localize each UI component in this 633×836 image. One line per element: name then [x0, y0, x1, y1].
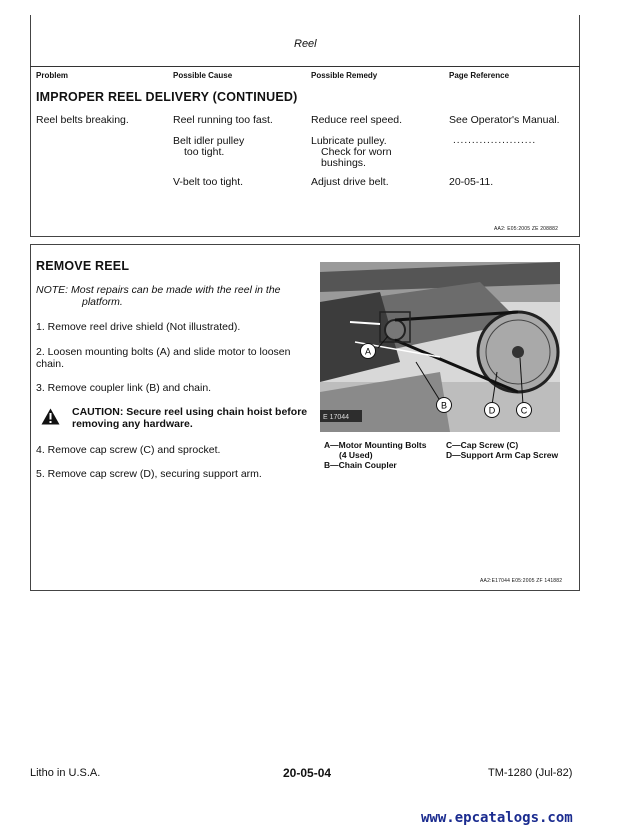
row3-remedy: Adjust drive belt.: [311, 176, 389, 188]
caption-d: D—Support Arm Cap Screw: [446, 450, 559, 460]
step-2-line1: 2. Loosen mounting bolts (A) and slide motor to loosen: [36, 346, 291, 358]
row1-problem: Reel belts breaking.: [36, 114, 129, 126]
caption-b: B—Chain Coupler: [324, 460, 397, 470]
callout-a-label: A: [364, 346, 372, 357]
note-line2: platform.: [82, 296, 123, 308]
caution-line2: removing any hardware.: [72, 418, 193, 430]
page-number: 20-05-04: [283, 766, 332, 780]
step-1: 1. Remove reel drive shield (Not illustrated).: [36, 321, 241, 333]
step-4: 4. Remove cap screw (C) and sprocket.: [36, 444, 221, 456]
note-line1: NOTE: Most repairs can be made with the reel in the: [36, 284, 281, 296]
row2-remedy-line3: bushings.: [321, 157, 366, 169]
row1-remedy: Reduce reel speed.: [311, 114, 403, 126]
col-header-remedy: Possible Remedy: [311, 71, 378, 80]
section-title: Reel: [294, 38, 317, 50]
procedure-title: REMOVE REEL: [36, 259, 130, 273]
caption-a-sub: (4 Used): [339, 450, 373, 460]
row2-remedy-line1: Lubricate pulley.: [311, 135, 387, 147]
warning-icon: [41, 408, 60, 425]
callout-c-label: C: [520, 405, 528, 416]
col-header-cause: Possible Cause: [173, 71, 233, 80]
reel-drive-photo: [320, 262, 560, 432]
procedure-code: AA2:E17044 E05:2005 ZF 141882: [480, 578, 563, 584]
photo-code: E 17044: [323, 414, 350, 421]
row2-cause-line2: too tight.: [184, 146, 225, 158]
footer-right: TM-1280 (Jul-82): [488, 767, 573, 779]
row2-cause-line1: Belt idler pulley: [173, 135, 245, 147]
row1-cause: Reel running too fast.: [173, 114, 273, 126]
step-3: 3. Remove coupler link (B) and chain.: [36, 382, 212, 394]
caution-line1: CAUTION: Secure reel using chain hoist before: [72, 406, 308, 418]
caption-c: C—Cap Screw (C): [446, 440, 519, 450]
row3-cause: V-belt too tight.: [173, 176, 244, 188]
row2-remedy-line2: Check for worn: [321, 146, 392, 158]
footer-left: Litho in U.S.A.: [30, 767, 101, 779]
row3-reference: 20-05-11.: [449, 176, 494, 188]
col-header-problem: Problem: [36, 71, 69, 80]
watermark: www.epcatalogs.com: [421, 810, 573, 826]
header-divider: [30, 66, 580, 67]
row2-reference: ......................: [453, 135, 537, 146]
table-code: AA2: E05:2005 ZE 208882: [494, 226, 559, 232]
callout-d-label: D: [488, 405, 496, 416]
step-2-line2: chain.: [36, 358, 65, 370]
caption-a: A—Motor Mounting Bolts: [324, 440, 427, 450]
table-heading: IMPROPER REEL DELIVERY (CONTINUED): [36, 90, 298, 104]
row1-reference: See Operator's Manual.: [449, 114, 560, 126]
step-5: 5. Remove cap screw (D), securing support arm.: [36, 468, 262, 480]
col-header-reference: Page Reference: [449, 71, 510, 80]
callout-b-label: B: [440, 400, 448, 411]
